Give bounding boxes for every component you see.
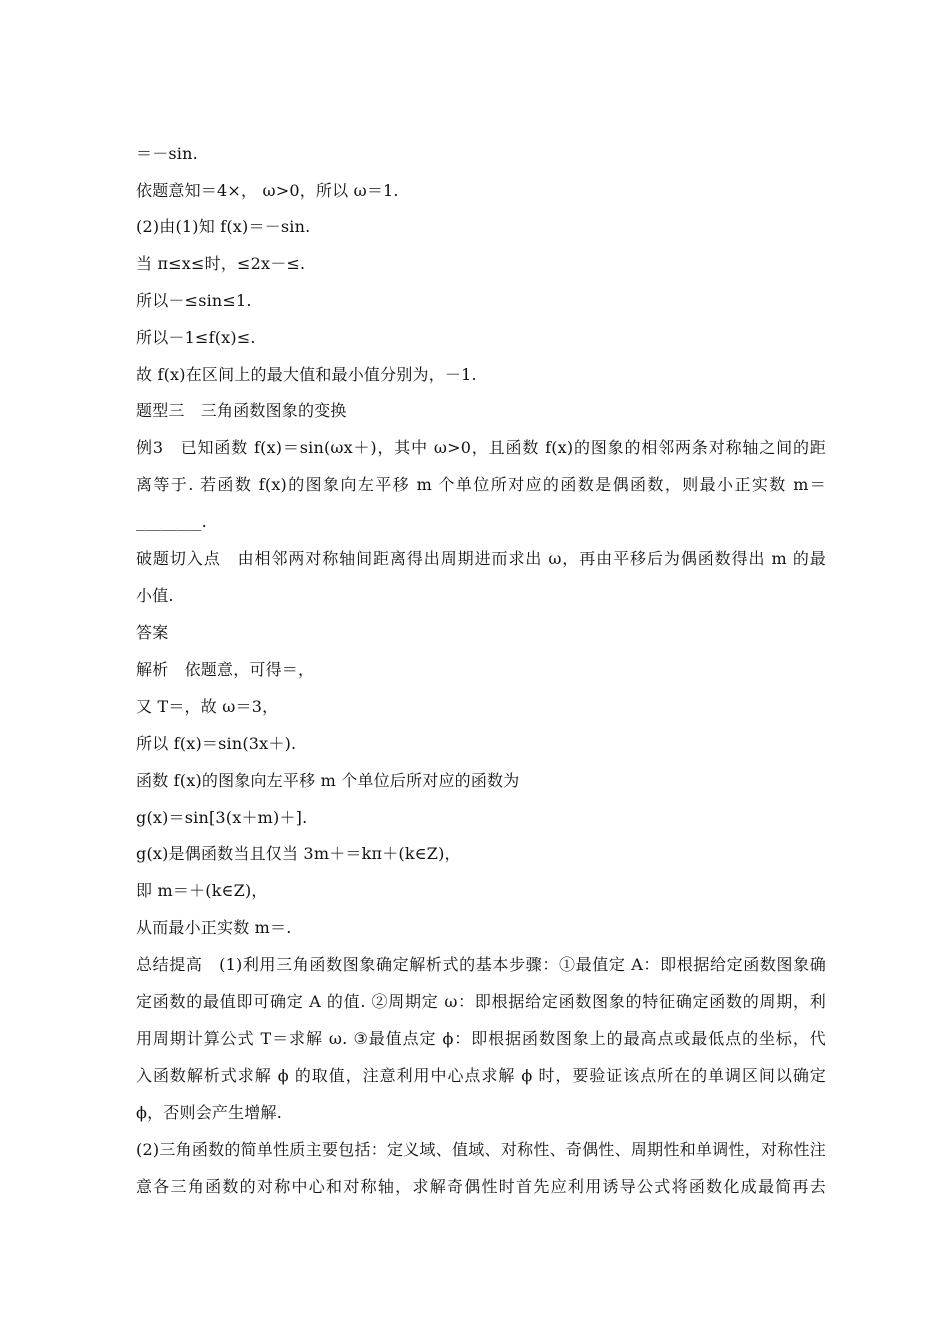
example-line: 离等于. 若函数 f(x)的图象向左平移 m 个单位所对应的函数是偶函数，则最小正实数 m＝ [136,475,826,494]
solution-line: 解析 依题意，可得＝， [136,660,315,679]
text-line: 当 π≤x≤时，≤2x－≤. [136,254,306,273]
summary-line: 定函数的最值即可确定 A 的值. ②周期定 ω：即根据给定函数图象的特征确定函数的周期，利 [136,992,826,1011]
solution-line: 即 m＝＋(k∈Z)， [136,881,268,900]
text-line: 故 f(x)在区间上的最大值和最小值分别为，－1. [136,365,477,384]
answer-blank: ________. [136,512,207,531]
solution-line: g(x)＝sin[3(x＋m)＋]. [136,808,308,827]
text-line: 所以－1≤f(x)≤. [136,328,256,347]
solution-line: 从而最小正实数 m＝. [136,918,292,937]
summary-line: 入函数解析式求解 ϕ 的取值，注意利用中心点求解 ϕ 时，要验证该点所在的单调区间以确定 [136,1066,826,1085]
example-line: 例3 已知函数 f(x)＝sin(ωx＋)，其中 ω>0，且函数 f(x)的图象的相邻两条对称轴之间的距 [136,438,826,457]
solution-line: 又 T＝，故 ω＝3， [136,697,279,716]
text-line: (2)由(1)知 f(x)＝－sin. [136,217,311,236]
section-heading: 题型三 三角函数图象的变换 [136,401,347,420]
summary-line: 总结提高 (1)利用三角函数图象确定解析式的基本步骤：①最值定 A：即根据给定函数图象确 [136,955,826,974]
summary-line: 意各三角函数的对称中心和对称轴，求解奇偶性时首先应利用诱导公式将函数化成最简再去 [136,1177,826,1196]
hint-line: 破题切入点 由相邻两对称轴间距离得出周期进而求出 ω，再由平移后为偶函数得出 m 的最 [136,549,826,568]
solution-line: 函数 f(x)的图象向左平移 m 个单位后所对应的函数为 [136,771,520,790]
text-line: ＝－sin. [136,144,198,163]
summary-line: (2)三角函数的简单性质主要包括：定义域、值域、对称性、奇偶性、周期性和单调性，对称性注 [136,1140,826,1159]
text-line: 所以－≤sin≤1. [136,291,252,310]
solution-line: 所以 f(x)＝sin(3x＋). [136,734,297,753]
text-line: 依题意知＝4×， ω>0，所以 ω＝1. [136,181,399,200]
summary-line: 用周期计算公式 T＝求解 ω. ③最值点定 ϕ：即根据函数图象上的最高点或最低点的坐标，代 [136,1029,826,1048]
summary-line: ϕ，否则会产生增解. [136,1103,282,1122]
hint-line: 小值. [136,586,174,605]
solution-line: g(x)是偶函数当且仅当 3m＋＝kπ＋(k∈Z)， [136,844,461,863]
answer-label: 答案 [136,623,169,642]
